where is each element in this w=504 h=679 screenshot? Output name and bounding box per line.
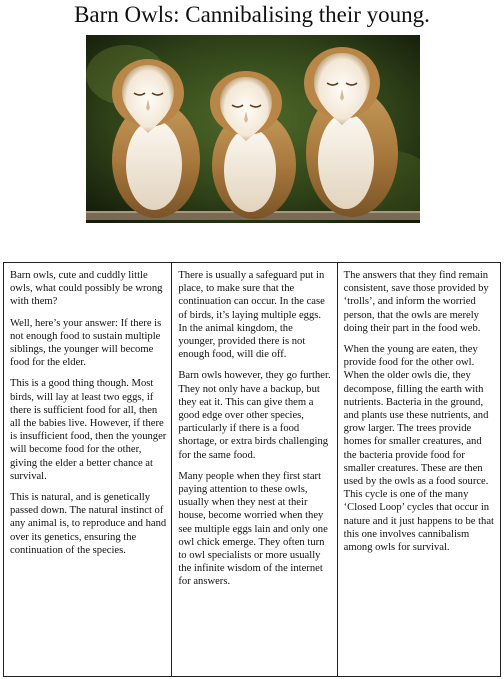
article-columns (3, 262, 501, 677)
paragraph: When the young are eaten, they provide food for the other owl. When the older owls die, they decompose, filling the earth with nutrients. Bacteria in the ground, and plants use these nutrients, and grow larger. The trees provide homes for smaller creatures, and the bacteria provide food for smaller creatures. These are then used by the owls as a food source. This cycle is one of the many ‘Closed Loop’ cycles that occur in nature and it just happens to be that this one involves cannibalism among owls for survival. (343, 344, 494, 554)
barn-owls-photo (86, 35, 420, 223)
paragraph: Barn owls however, they go further. They not only have a backup, but they eat it. This can give them a good edge over other species, particularly if there is a food shortage, or extra birds challenging for the same food. (178, 370, 331, 461)
paragraph: Barn owls, cute and cuddly little owls, what could possibly be wrong with them? (10, 270, 163, 308)
paragraph: This is natural, and is genetically passed down. The natural instinct of any animal is, to reproduce and hand over its genetics, ensuring the continuation of the species. (10, 492, 167, 556)
paragraph: The answers that they find remain consistent, save those provided by ‘trolls’, and inform the worried person, that the owls are merely doing their part in the food web. (343, 270, 489, 334)
column-3 (337, 263, 500, 676)
column-2 (171, 263, 336, 676)
paragraph: Well, here’s your answer: If there is not enough food to sustain multiple siblings, the younger will become food for the elder. (10, 317, 162, 369)
page-title: Barn Owls: Cannibalising their young. (74, 2, 430, 27)
column-1 (4, 263, 171, 676)
paragraph: This is a good thing though. Most birds, will lay at least two eggs, if there is sufficient food for all, then all the babies live. However, if there is insufficient food, then the younger will become food for the other, giving the elder a better chance at survival. (10, 378, 167, 482)
paragraph: Many people when they first start paying attention to these owls, usually when they nest at their house, become worried when they see multiple eggs lain and only one owl chick emerge. They often turn to owl specialists or more usually the infinite wisdom of the internet for answers. (178, 470, 328, 588)
paragraph: There is usually a safeguard put in place, to make sure that the continuation can occur. In the case of birds, it’s laying multiple eggs. In the animal kingdom, the younger, provided there is not enough food, will die off. (178, 270, 325, 361)
